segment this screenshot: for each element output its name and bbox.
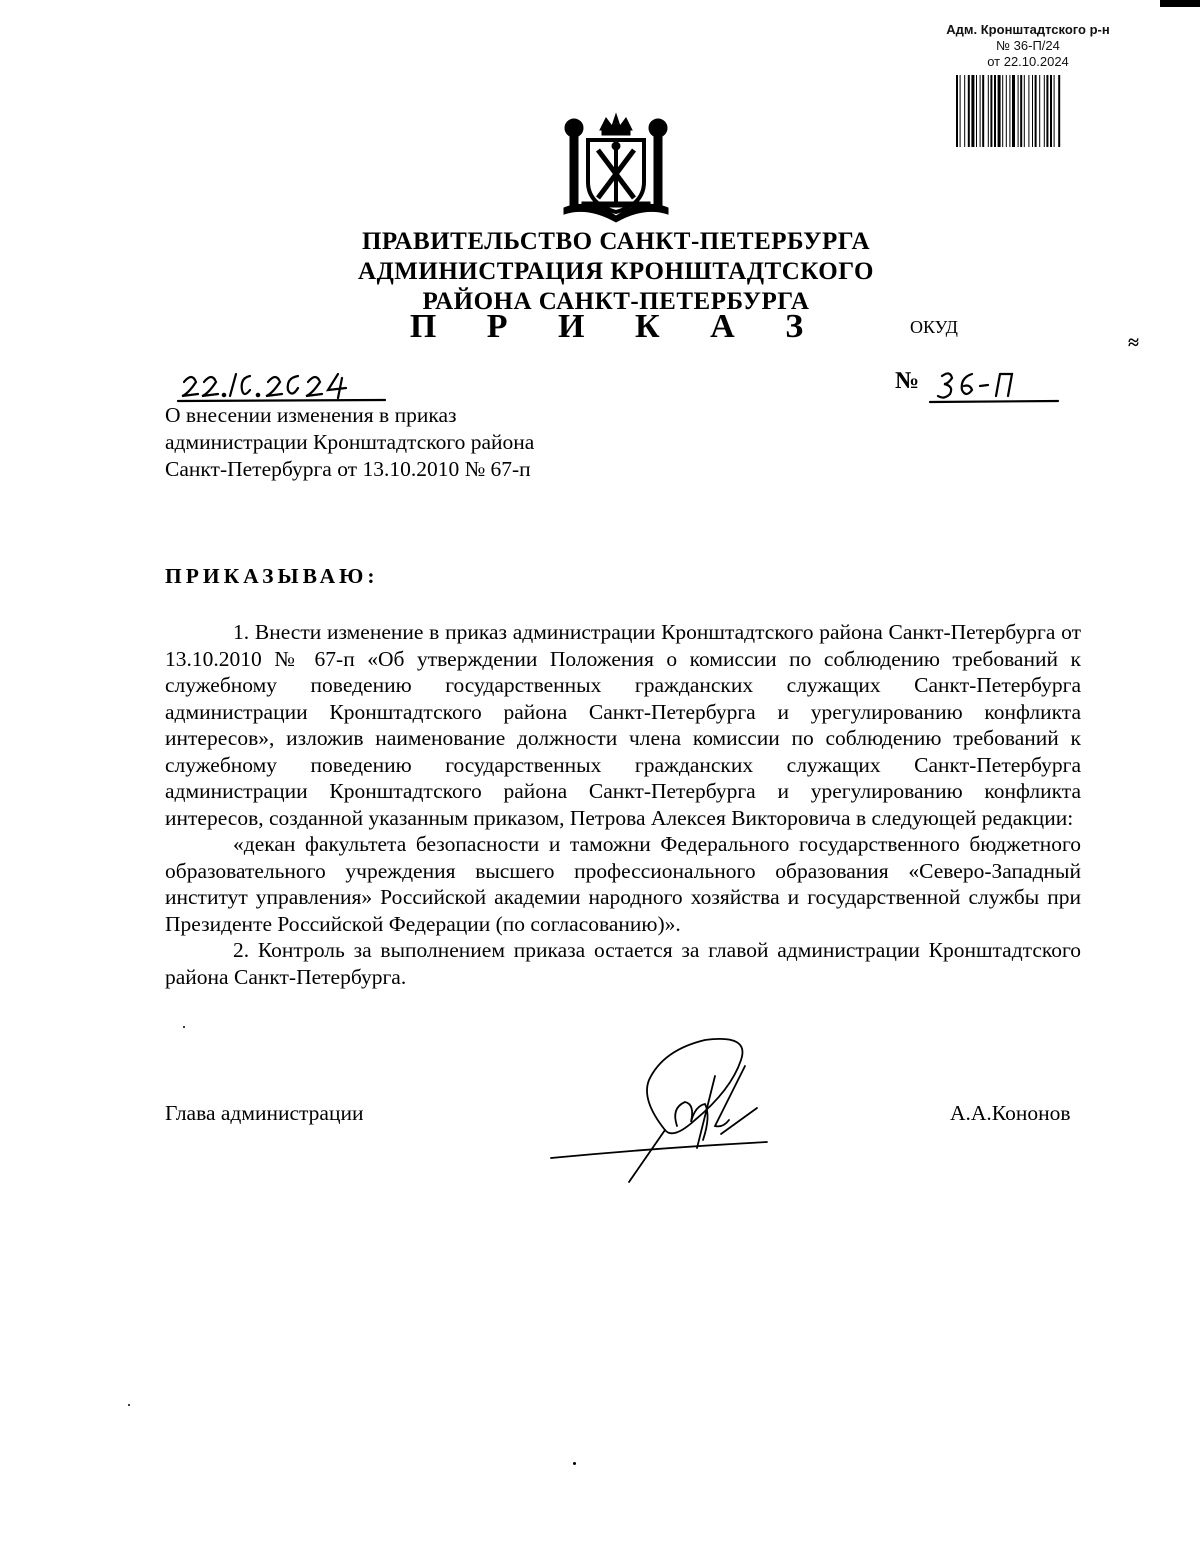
- district-title: РАЙОНА САНКТ-ПЕТЕРБУРГА: [422, 288, 810, 315]
- order-heading: ПРИКАЗЫВАЮ:: [165, 564, 379, 588]
- scan-edge: [1160, 0, 1200, 7]
- stamp-number: № 36-П/24: [996, 38, 1060, 53]
- paragraph-quote: «декан факультета безопасности и таможни Федерального государственного бюджетного образовательного учреждения высшего профессионального образования «Северо-Западный институт управления» Российской академии народного хозяйства и государственной службы при Президенте Российской Федерации (по согласованию)».: [165, 832, 1081, 936]
- number-label: №: [895, 368, 920, 394]
- signer-position: Глава администрации: [165, 1101, 364, 1125]
- paragraph-1: 1. Внести изменение в приказ администрации Кронштадтского района Санкт-Петербурга от 13.10.2010 № 67-п «Об утверждении Положения о комиссии по соблюдению требований к служебному поведению государственных гражданских служащих Санкт-Петербурга администрации Кронштадтского района Санкт-Петербурга и урегулированию конфликта интересов», изложив наименование должности члена комиссии по соблюдению требований к служебному поведению государственных гражданских служащих Санкт-Петербурга администрации Кронштадтского района Санкт-Петербурга и урегулированию конфликта интересов, созданной указанным приказом, Петрова Алексея Викторовича в следующей редакции:: [165, 620, 1081, 830]
- paragraph-2: 2. Контроль за выполнением приказа остается за главой администрации Кронштадтского района Санкт-Петербурга.: [165, 938, 1081, 989]
- subject-line: О внесении изменения в приказ: [165, 403, 457, 427]
- barcode: [956, 75, 1116, 147]
- document-body: [165, 619, 1081, 990]
- subject-line: Санкт-Петербурга от 13.10.2010 № 67-п: [165, 457, 531, 481]
- document-type: П Р И К А З: [409, 308, 825, 345]
- scan-speck: [573, 1462, 576, 1465]
- registration-stamp: [918, 22, 1138, 70]
- subject-line: администрации Кронштадтского района: [165, 430, 535, 454]
- okud-label: ОКУД: [910, 317, 958, 337]
- coat-of-arms-icon: [558, 112, 674, 224]
- document-subject: [165, 402, 685, 483]
- handwritten-signature: [545, 1030, 785, 1195]
- administration-title: АДМИНИСТРАЦИЯ КРОНШТАДТСКОГО: [358, 258, 874, 285]
- signer-name: А.А.Кононов: [950, 1101, 1071, 1125]
- scan-speck: [183, 1026, 185, 1028]
- stamp-date: от 22.10.2024: [987, 54, 1069, 69]
- government-title: ПРАВИТЕЛЬСТВО САНКТ-ПЕТЕРБУРГА: [361, 228, 871, 255]
- handwritten-number: [920, 360, 1065, 410]
- scan-speck: [128, 1404, 130, 1406]
- margin-mark: ≈: [1128, 332, 1139, 354]
- stamp-organization: Адм. Кронштадтского р-н: [946, 22, 1110, 37]
